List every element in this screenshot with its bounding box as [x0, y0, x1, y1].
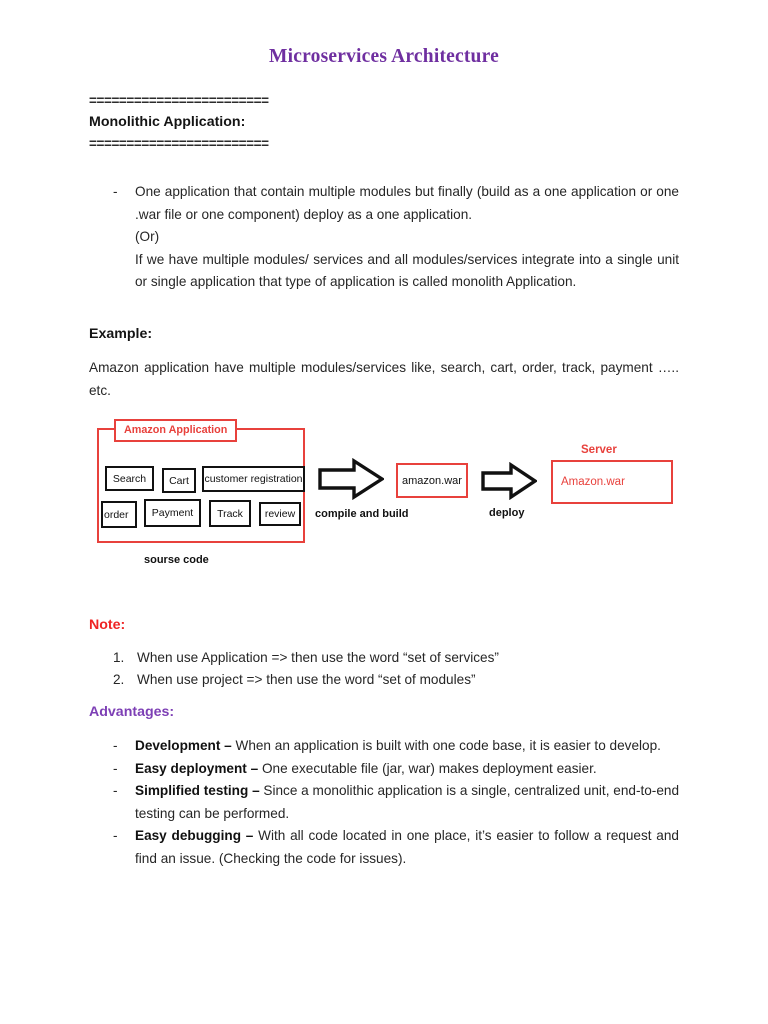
deploy-arrow-icon — [481, 462, 537, 500]
equals-rule: ======================== — [89, 93, 269, 108]
example-heading-text: Example: — [89, 326, 153, 342]
server-label: Server — [581, 444, 617, 456]
note-text: When use project => then use the word “set of modules” — [137, 672, 476, 687]
advantage-term: Easy deployment – — [135, 760, 262, 776]
dash-marker: - — [113, 760, 118, 776]
definition-block — [89, 181, 679, 294]
amazon-application-label: Amazon Application — [114, 419, 237, 442]
definition-part1: One application that contain multiple modules but finally (build as a one application or one .war file or one component) deploy as a one application. — [135, 184, 679, 222]
dash-marker: - — [113, 184, 118, 199]
definition-or — [89, 226, 679, 249]
compile-and-build-arrow-icon — [318, 458, 384, 500]
definition-list — [89, 181, 679, 226]
note-heading — [89, 616, 679, 636]
example-paragraph — [89, 357, 679, 402]
advantage-term: Easy debugging – — [135, 828, 259, 844]
advantage-text: Since a monolithic application is a single, centralized unit, end-to-end testing can be performed. — [135, 783, 680, 821]
note-list — [89, 647, 679, 691]
page-title: Microservices Architecture — [269, 46, 499, 67]
advantage-term: Development – — [135, 738, 236, 753]
list-item — [89, 825, 679, 870]
list-item — [89, 735, 679, 758]
rule-bottom — [89, 137, 679, 151]
list-item — [89, 780, 679, 825]
note-text: When use Application => then use the word “set of services” — [137, 650, 499, 665]
dash-marker: - — [113, 738, 118, 753]
module-box-payment: Payment — [144, 499, 201, 527]
equals-rule: ======================== — [89, 136, 269, 151]
example-text: Amazon application have multiple modules/services like, search, cart, order, track, payment ….. etc. — [89, 360, 679, 398]
source-code-caption: sourse code — [144, 554, 209, 566]
list-number: 2. — [113, 672, 125, 687]
list-item — [89, 181, 679, 226]
module-box-search: Search — [105, 466, 154, 491]
dash-marker: - — [113, 783, 118, 799]
advantage-text: When an application is built with one code base, it is easier to develop. — [235, 738, 661, 753]
note-heading-text: Note: — [89, 617, 126, 633]
list-number: 1. — [113, 650, 125, 665]
section-heading-text: Monolithic Application: — [89, 114, 246, 130]
example-heading — [89, 325, 679, 345]
module-box-order: order — [101, 501, 137, 528]
dash-marker: - — [113, 828, 118, 844]
definition-part2-text: If we have multiple modules/ services and all modules/services integrate into a single unit or single application that type of application is called monolith Application. — [135, 251, 679, 290]
monolith-architecture-diagram — [89, 414, 689, 574]
definition-part2 — [89, 249, 679, 294]
advantages-heading — [89, 703, 679, 723]
advantage-text: With all code located in one place, it’s easier to follow a request and find an issue. (Checking the code for issues). — [135, 828, 679, 866]
list-item — [89, 758, 679, 781]
deploy-caption: deploy — [489, 507, 525, 519]
module-box-cart: Cart — [162, 468, 196, 493]
advantages-heading-text: Advantages: — [89, 704, 175, 720]
server-box: Amazon.war — [551, 460, 673, 504]
compile-and-build-caption: compile and build — [315, 508, 409, 520]
note-list-block — [89, 647, 679, 691]
artifact-box-amazon-war: amazon.war — [396, 463, 468, 498]
rule-top — [89, 94, 679, 108]
advantage-term: Simplified testing – — [135, 783, 264, 799]
definition-or-text: (Or) — [135, 229, 160, 245]
module-box-track: Track — [209, 500, 251, 527]
advantage-text: One executable file (jar, war) makes deployment easier. — [261, 760, 597, 776]
module-box-review: review — [259, 502, 301, 526]
advantages-list-block — [89, 735, 679, 871]
list-item — [89, 647, 679, 669]
module-box-customer-registration: customer registration — [202, 466, 305, 492]
advantages-list — [89, 735, 679, 871]
list-item — [89, 669, 679, 691]
monolithic-heading — [89, 113, 679, 133]
